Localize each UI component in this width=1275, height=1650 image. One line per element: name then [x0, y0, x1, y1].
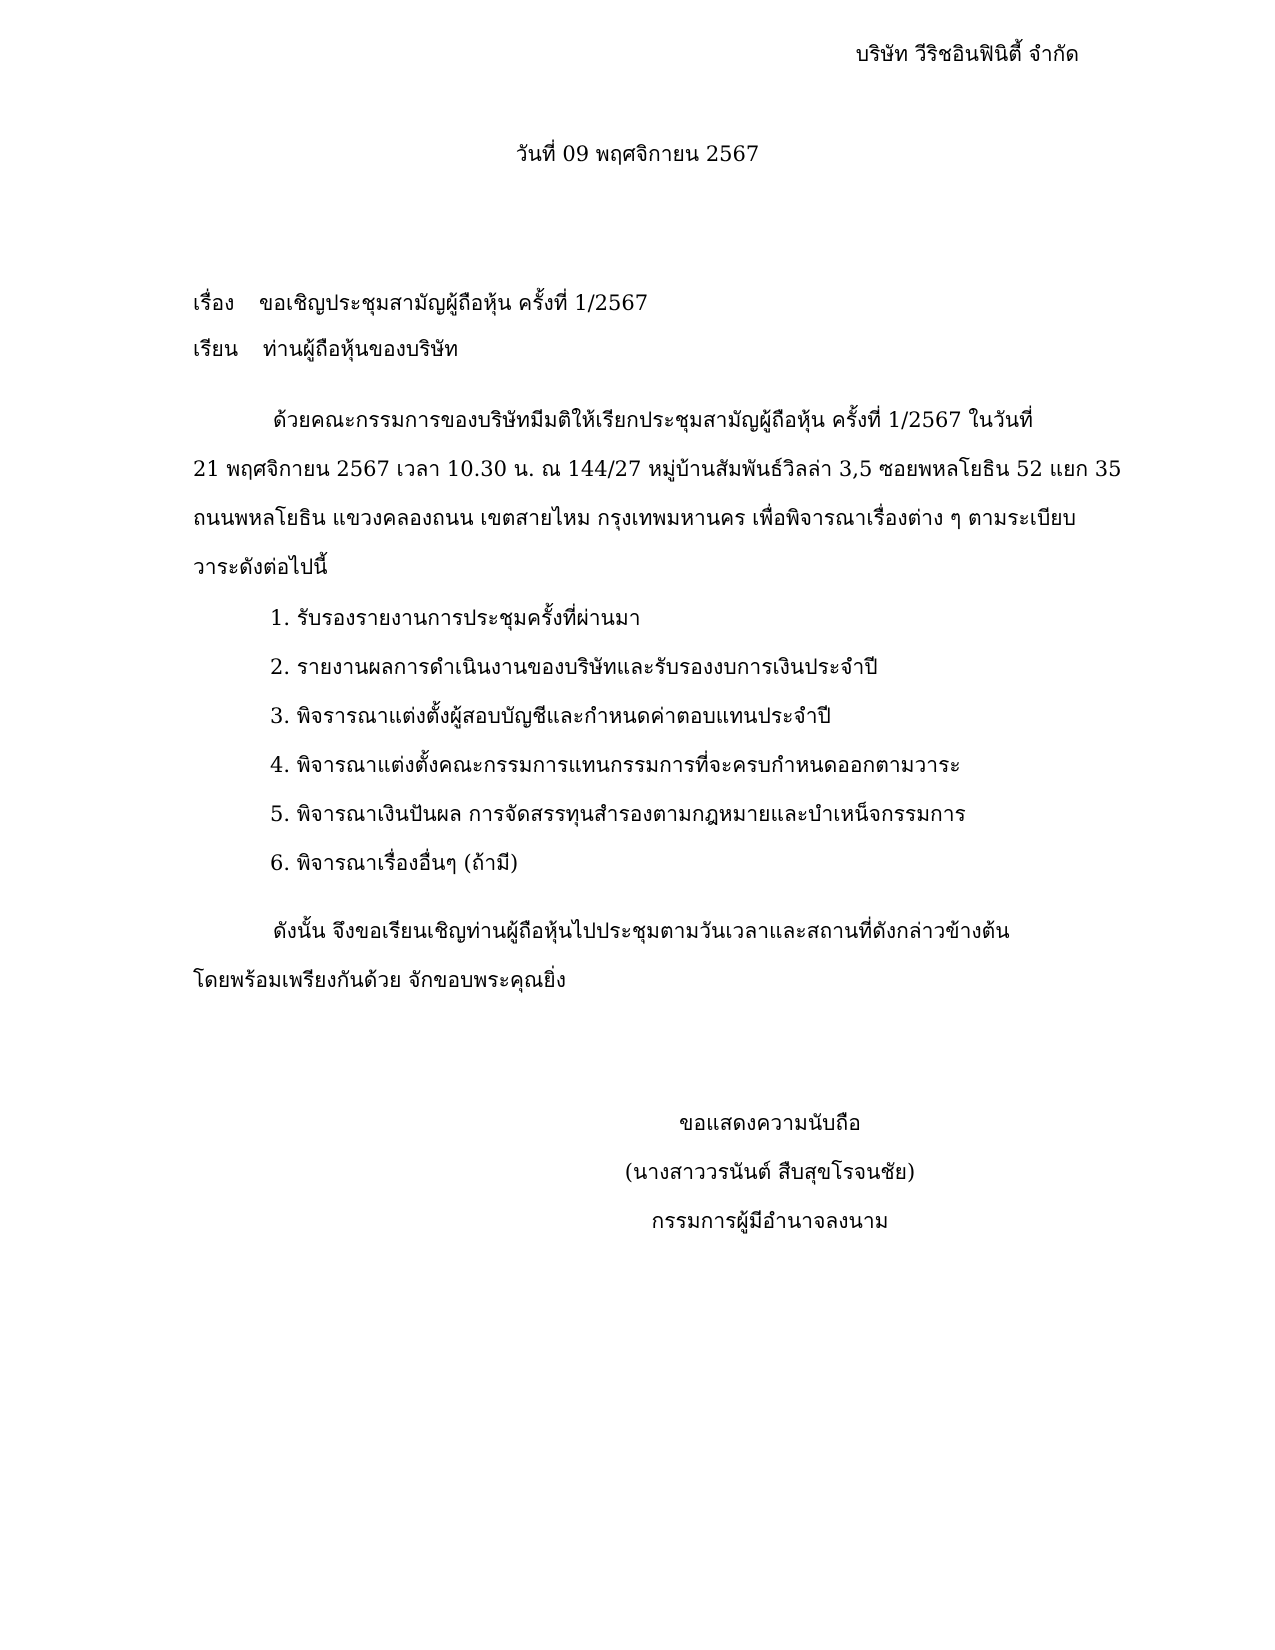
agenda-item: 1. รับรองรายงานการประชุมครั้งที่ผ่านมา: [270, 606, 641, 630]
paragraph-line: โดยพร้อมเพรียงกันด้วย จักขอบพระคุณยิ่ง: [193, 968, 566, 992]
body-paragraph-intro: [193, 396, 1122, 592]
subject-line: [193, 287, 648, 320]
paragraph-line: ถนนพหลโยธิน แขวงคลองถนน เขตสายไหม กรุงเทพมหานคร เพื่อพิจารณาเรื่องต่าง ๆ ตามระเบียบ: [193, 506, 1076, 530]
agenda-item: 2. รายงานผลการดำเนินงานของบริษัทและรับรองงบการเงินประจำปี: [270, 655, 878, 679]
paragraph-line: ด้วยคณะกรรมการของบริษัทมีมติให้เรียกประชุมสามัญผู้ถือหุ้น ครั้งที่ 1/2567 ในวันที่: [273, 408, 1033, 432]
subject-label: เรื่อง: [193, 291, 235, 315]
letter-date: วันที่ 09 พฤศจิกายน 2567: [515, 142, 760, 166]
agenda-item: 3. พิจรารณาแต่งตั้งผู้สอบบัญชีและกำหนดค่าตอบแทนประจำปี: [270, 704, 831, 728]
subject-text: ขอเชิญประชุมสามัญผู้ถือหุ้น ครั้งที่ 1/2567: [259, 291, 649, 315]
recipient-label: เรียน: [193, 337, 239, 361]
paragraph-line: 21 พฤศจิกายน 2567 เวลา 10.30 น. ณ 144/27 หมู่บ้านสัมพันธ์วิลล่า 3,5 ซอยพหลโยธิน 52 แยก 35: [193, 457, 1122, 481]
agenda-list: [270, 594, 966, 888]
paragraph-line: วาระดังต่อไปนี้: [193, 555, 328, 579]
agenda-item: 6. พิจารณาเรื่องอื่นๆ (ถ้ามี): [270, 851, 519, 875]
recipient-text: ท่านผู้ถือหุ้นของบริษัท: [262, 337, 459, 361]
signer-position: กรรมการผู้มีอำนาจลงนาม: [651, 1209, 889, 1233]
recipient-line: [193, 333, 458, 366]
closing-salutation: ขอแสดงความนับถือ: [679, 1111, 861, 1135]
body-paragraph-closing: [193, 907, 1093, 1005]
company-name: บริษัท วีริชอินฟินิตี้ จำกัด: [855, 42, 1079, 66]
signer-name: (นางสาววรนันต์ สืบสุขโรจนชัย): [624, 1160, 916, 1184]
agenda-item: 4. พิจารณาแต่งตั้งคณะกรรมการแทนกรรมการที่จะครบกำหนดออกตามวาระ: [270, 753, 961, 777]
paragraph-line: ดังนั้น จึงขอเรียนเชิญท่านผู้ถือหุ้นไปประชุมตามวันเวลาและสถานที่ดังกล่าวข้างต้น: [273, 919, 1010, 943]
agenda-item: 5. พิจารณาเงินปันผล การจัดสรรทุนสำรองตามกฎหมายและบำเหน็จกรรมการ: [270, 802, 966, 826]
